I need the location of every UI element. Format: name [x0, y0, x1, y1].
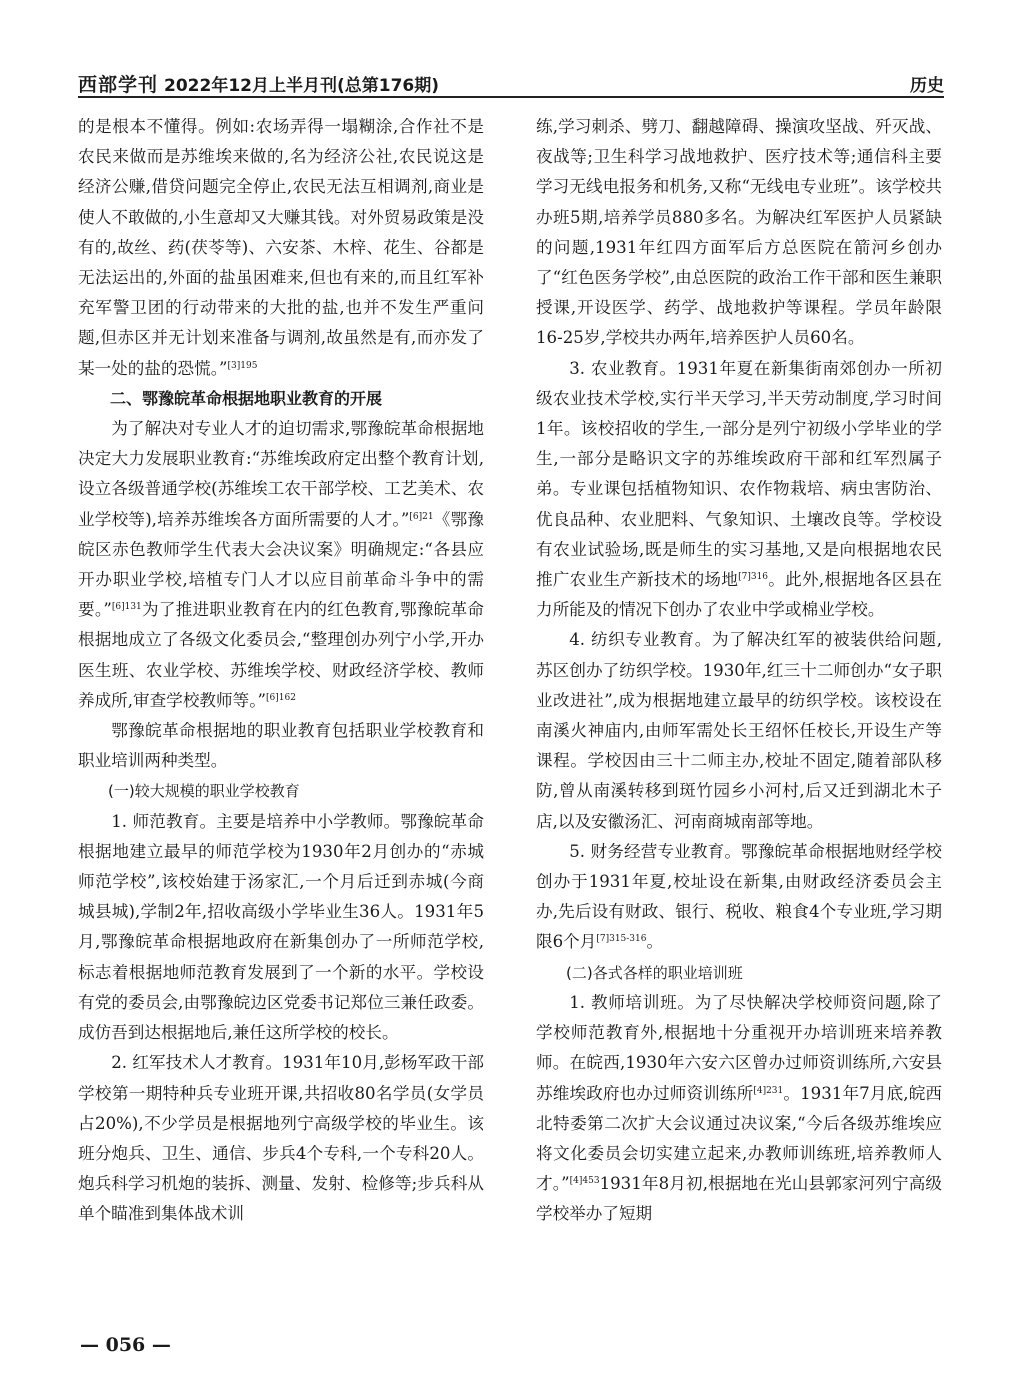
subsection-heading: (一)较大规模的职业学校教育	[108, 782, 300, 801]
citation: [4]453	[569, 1176, 600, 1187]
right-column	[536, 112, 942, 1320]
paragraph: 鄂豫皖革命根据地的职业教育包括职业学校教育和职业培训两种类型。	[78, 721, 484, 771]
citation: [6]162	[266, 692, 296, 703]
citation: [3]195	[227, 360, 258, 371]
paragraph: 2. 红军技术人才教育。1931年10月,彭杨军政干部学校第一期特种兵专业班开课,共招收80名学员(女学员占20%),不少学员是根据地列宁高级学校的毕业生。该班分炮兵、卫生、通信、步兵4个专科,一个专科20人。炮兵科学习机炮的装拆、测量、发射、检修等;步兵科从单个瞄准到集体战术训	[78, 1053, 484, 1224]
page-number: — 056 —	[80, 1334, 171, 1356]
paragraph: 练,学习刺杀、劈刀、翻越障碍、操演攻坚战、歼灭战、夜战等;卫生科学习战地救护、医疗技术等;通信科主要学习无线电报务和机务,又称“无线电专业班”。该学校共办班5期,培养学员880多名。为解决红军医护人员紧缺的问题,1931年红四方面军后方总医院在箭河乡创办了“红色医务学校”,由总医院的政治工作干部和医生兼职授课,开设医学、药学、战地救护等课程。学员年龄限16-25岁,学校共办两年,培养医护人员60名。	[536, 117, 942, 348]
running-header	[78, 68, 944, 94]
journal-logo: 西部学刊	[78, 74, 159, 96]
paragraph: 4. 纺织专业教育。为了解决红军的被装供给问题,苏区创办了纺织学校。1930年,红三十二师创办“女子职业改进社”,成为根据地建立最早的纺织学校。该校设在南溪火神庙内,由师军需处长王绍怀任校长,开设生产等课程。学校因由三十二师主办,校址不固定,随着部队移防,曾从南溪转移到斑竹园乡小河村,后又迁到湖北木子店,以及安徽汤汇、河南商城南部等地。	[536, 630, 942, 831]
section-heading: 二、鄂豫皖革命根据地职业教育的开展	[110, 388, 383, 408]
citation: [6]21	[409, 511, 434, 522]
citation: [7]315-316	[596, 934, 647, 945]
paragraph: 1. 教师培训班。为了尽快解决学校师资问题,除了学校师范教育外,根据地十分重视开办培训班来培养教师。在皖西,1930年六安六区曾办过师资训练所,六安县苏维埃政府也办过师资训练所$^{[4]231}$。1931年7月底,皖西北特委第二次扩大会议通过决议案,“今后各级苏维埃应将文化委员会切实建立起来,办教师训练班,培养教师人才。”$^{[4]453}$1931年8月初,根据地在光山县郭家河列宁高级学校举办了短期	[536, 992, 942, 1224]
section-title: 历史	[910, 76, 944, 96]
citation: [6]131	[111, 602, 142, 613]
paragraph: 3. 农业教育。1931年夏在新集街南郊创办一所初级农业技术学校,实行半天学习,半天劳动制度,学习时间1年。该校招收的学生,一部分是列宁初级小学毕业的学生,一部分是略识文字的苏维埃政府干部和红军烈属子弟。专业课包括植物知识、农作物栽培、病虫害防治、优良品种、农业肥料、气象知识、土壤改良等。学校设有农业试验场,既是师生的实习基地,又是向根据地农民推广农业生产新技术的场地$^{[7]316}$。此外,根据地各区县在力所能及的情况下创办了农业中学或棉业学校。	[536, 358, 942, 620]
left-column	[78, 112, 484, 1320]
paragraph: 1. 师范教育。主要是培养中小学教师。鄂豫皖革命根据地建立最早的师范学校为1930年2月创办的“赤城师范学校”,该校始建于汤家汇,一个月后迁到赤城(今商城县城),学制2年,招收高级小学毕业生36人。1931年5月,鄂豫皖革命根据地政府在新集创办了一所师范学校,标志着根据地师范教育发展到了一个新的水平。学校设有党的委员会,由鄂豫皖边区党委书记郑位三兼任政委。成仿吾到达根据地后,兼任这所学校的校长。	[78, 811, 484, 1043]
paragraph: 的是根本不懂得。例如:农场弄得一塌糊涂,合作社不是农民来做而是苏维埃来做的,名为经济公社,农民说这是经济公赚,借贷问题完全停止,农民无法互相调剂,商业是使人不敢做的,小生意却又大赚其钱。对外贸易政策是没有的,故丝、药(茯苓等)、六安茶、木梓、花生、谷都是无法运出的,外面的盐虽困难来,但也有来的,而且红军补充军警卫团的行动带来的大批的盐,也并不发生严重问题,但赤区并无计划来准备与调剂,故虽然是有,而亦发了某一处的盐的恐慌。”$^{[3]195}$	[78, 117, 484, 378]
paragraph: 5. 财务经营专业教育。鄂豫皖革命根据地财经学校创办于1931年夏,校址设在新集,由财政经济委员会主办,先后设有财政、银行、税收、粮食4个专业班,学习期限6个月$^{[7]315-316}$。	[536, 841, 942, 952]
header-rule	[78, 96, 944, 98]
issue-info: 2022年12月上半月刊(总第176期)	[164, 76, 439, 96]
subsection-heading: (二)各式各样的职业培训班	[566, 963, 743, 982]
citation: [7]316	[738, 572, 769, 583]
citation: [4]231	[753, 1085, 784, 1096]
paragraph: 为了解决对专业人才的迫切需求,鄂豫皖革命根据地决定大力发展职业教育:“苏维埃政府定出整个教育计划,设立各级普通学校(苏维埃工农干部学校、工艺美术、农业学校等),培养苏维埃各方面所需要的人才。”$^{[6]21}$《鄂豫皖区赤色教师学生代表大会决议案》明确规定:“各县应开办职业学校,培植专门人才以应目前革命斗争中的需要。”$^{[6]131}$为了推进职业教育在内的红色教育,鄂豫皖革命根据地成立了各级文化委员会,“整理创办列宁小学,开办医生班、农业学校、苏维埃学校、财政经济学校、教师养成所,审查学校教师等。”$^{[6]162}$	[78, 419, 484, 710]
